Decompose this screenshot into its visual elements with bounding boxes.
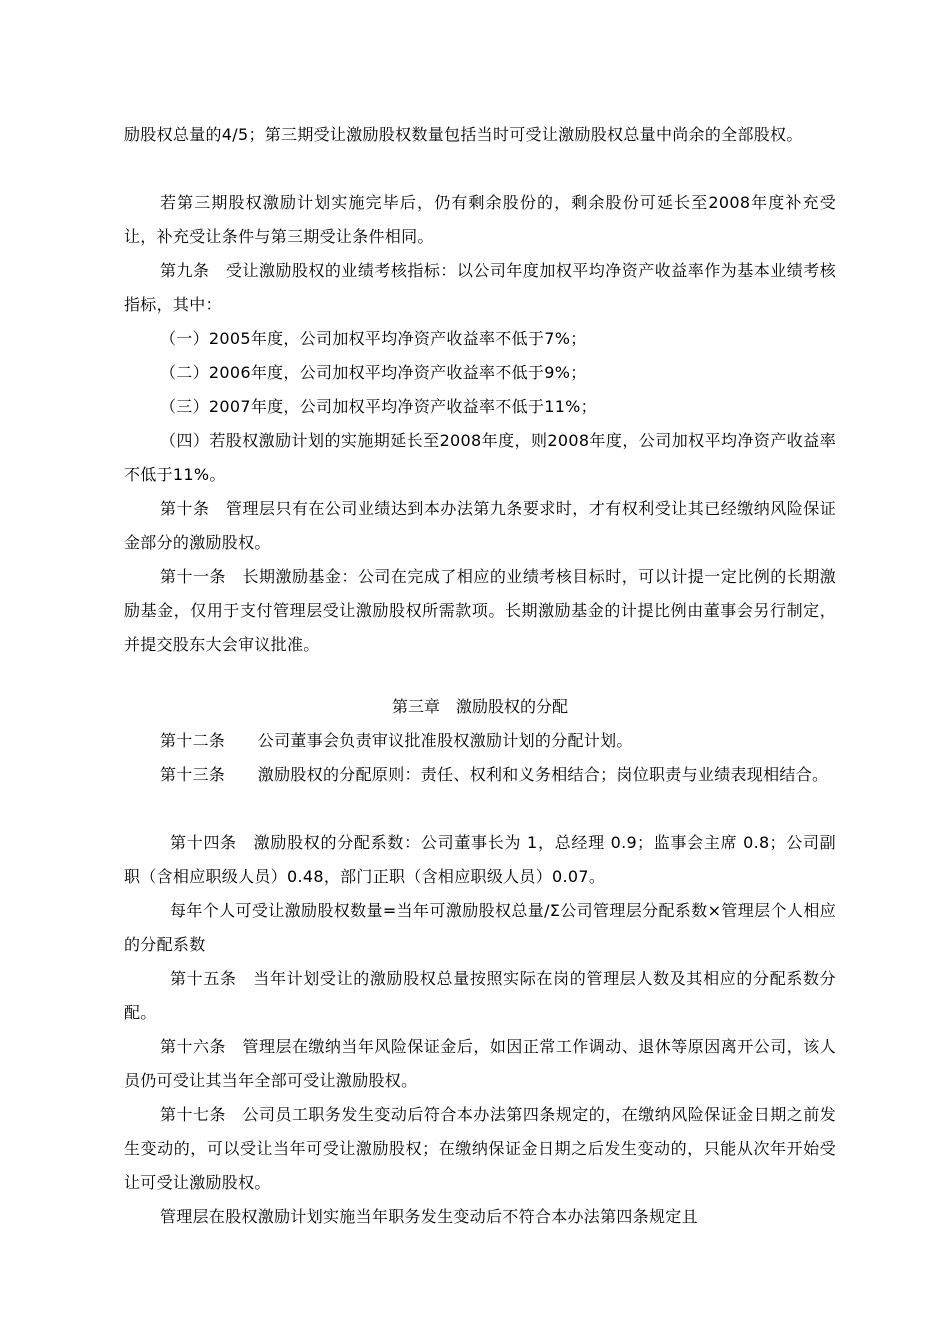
- formula-paragraph: 每年个人可受让激励股权数量=当年可激励股权总量/Σ公司管理层分配系数×管理层个人相应的分配系数: [124, 901, 836, 954]
- paragraph-continued: 励股权总量的4/5；第三期受让激励股权数量包括当时可受让激励股权总量中尚余的全部股权。: [124, 125, 803, 144]
- article-14: 第十四条 激励股权的分配系数：公司董事长为 1，总经理 0.9；监事会主席 0.8；公司副职（含相应职级人员）0.48，部门正职（含相应职级人员）0.07。: [124, 833, 836, 886]
- article-13: 第十三条 激励股权的分配原则：责任、权利和义务相结合；岗位职责与业绩表现相结合。: [160, 765, 829, 784]
- paragraph-truncated: 管理层在股权激励计划实施当年职务发生变动后不符合本办法第四条规定且: [160, 1207, 698, 1226]
- article-11: 第十一条 长期激励基金：公司在完成了相应的业绩考核目标时，可以计提一定比例的长期激励基金，仅用于支付管理层受让激励股权所需款项。长期激励基金的计提比例由董事会另行制定，并提交股东大会审议批准。: [124, 567, 836, 654]
- chapter-title: 第三章 激励股权的分配: [391, 697, 568, 716]
- article-9: 第九条 受让激励股权的业绩考核指标：以公司年度加权平均净资产收益率作为基本业绩考核指标，其中：: [124, 261, 836, 314]
- article-12: 第十二条 公司董事会负责审议批准股权激励计划的分配计划。: [160, 731, 633, 750]
- article-9-item-3: （三）2007年度，公司加权平均净资产收益率不低于11%；: [160, 397, 597, 416]
- article-16: 第十六条 管理层在缴纳当年风险保证金后，如因正常工作调动、退休等原因离开公司，该人员仍可受让其当年全部可受让激励股权。: [124, 1037, 836, 1090]
- article-9-item-1: （一）2005年度，公司加权平均净资产收益率不低于7%；: [160, 329, 587, 348]
- article-17: 第十七条 公司员工职务发生变动后符合本办法第四条规定的，在缴纳风险保证金日期之前发生变动的，可以受让当年可受让激励股权；在缴纳保证金日期之后发生变动的，只能从次年开始受让可受让激励股权。: [124, 1105, 836, 1192]
- article-9-item-2: （二）2006年度，公司加权平均净资产收益率不低于9%；: [160, 363, 587, 382]
- paragraph-remaining-shares: 若第三期股权激励计划实施完毕后，仍有剩余股份的，剩余股份可延长至2008年度补充受让，补充受让条件与第三期受让条件相同。: [124, 193, 836, 246]
- article-9-item-4: （四）若股权激励计划的实施期延长至2008年度，则2008年度，公司加权平均净资产收益率不低于11%。: [124, 431, 836, 484]
- article-15: 第十五条 当年计划受让的激励股权总量按照实际在岗的管理层人数及其相应的分配系数分配。: [124, 969, 836, 1022]
- article-10: 第十条 管理层只有在公司业绩达到本办法第九条要求时，才有权利受让其已经缴纳风险保证金部分的激励股权。: [124, 499, 836, 552]
